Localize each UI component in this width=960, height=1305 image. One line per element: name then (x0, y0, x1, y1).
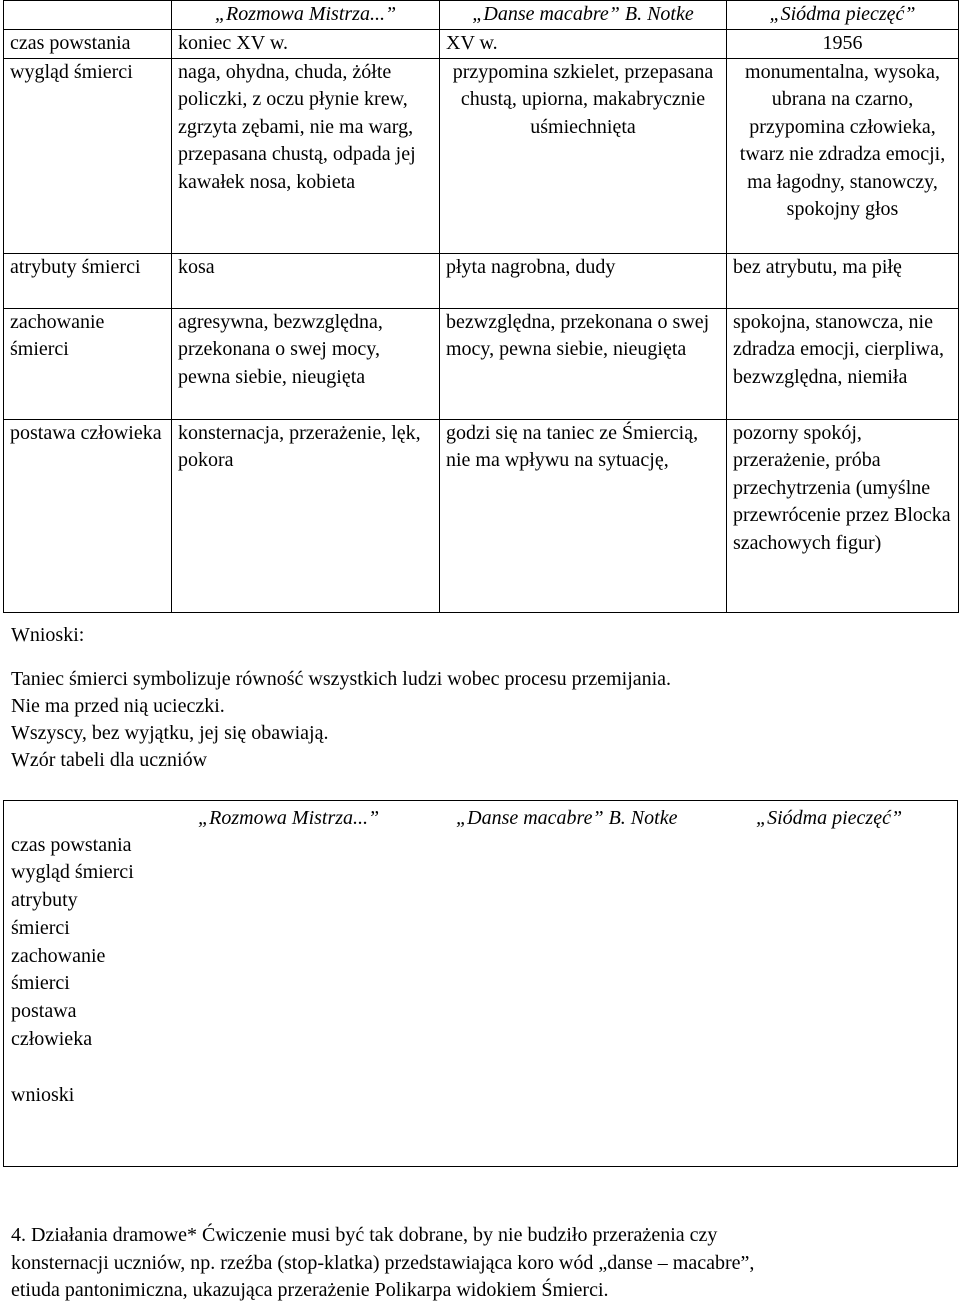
comparison-table (3, 0, 959, 613)
table-cell: płyta nagrobna, dudy (440, 253, 727, 308)
table-cell: naga, ohydna, chuda, żółte policzki, z oczu płynie krew, zgrzyta zębami, nie ma warg, przepasana chustą, odpada jej kawałek nosa, kobieta (172, 58, 440, 253)
header-danse-macabre: „Danse macabre” B. Notke (440, 1, 727, 30)
conclusions-title: Wnioski: (11, 624, 85, 646)
table-row (4, 30, 959, 59)
table-cell: godzi się na taniec ze Śmiercią, nie ma wpływu na sytuację, (440, 419, 727, 612)
table-row (4, 58, 959, 253)
header-siodma-pieczec: „Siódma pieczęć” (727, 1, 959, 30)
template-header-danse: „Danse macabre” B. Notke (456, 807, 678, 829)
row-label: wygląd śmierci (4, 58, 172, 253)
header-empty-cell (4, 1, 172, 30)
table-row (4, 419, 959, 612)
template-row-label: śmierci (11, 972, 70, 994)
student-template-table (3, 800, 958, 1167)
template-row-label: człowieka (11, 1028, 93, 1050)
conclusion-line: Wszyscy, bez wyjątku, jej się obawiają. (11, 722, 329, 744)
template-header-siodma: „Siódma pieczęć” (756, 807, 903, 829)
table-cell: monumentalna, wysoka, ubrana na czarno, przypomina człowieka, twarz nie zdradza emocji, ma łagodny, stanowczy, spokojny głos (727, 58, 959, 253)
table-row (4, 308, 959, 419)
table-cell: 1956 (727, 30, 959, 59)
conclusion-line: Nie ma przed nią ucieczki. (11, 695, 225, 717)
table-cell: XV w. (440, 30, 727, 59)
template-row-label: wnioski (11, 1084, 75, 1106)
table-header-row (4, 1, 959, 30)
template-row-label: czas powstania (11, 834, 132, 856)
conclusion-line: Taniec śmierci symbolizuje równość wszystkich ludzi wobec procesu przemijania. (11, 668, 672, 690)
row-label: postawa człowieka (4, 419, 172, 612)
table-cell: bez atrybutu, ma piłę (727, 253, 959, 308)
template-title: Wzór tabeli dla uczniów (11, 749, 208, 771)
template-row-label: śmierci (11, 917, 70, 939)
paragraph-line: 4. Działania dramowe* Ćwiczenie musi być tak dobrane, by nie budziło przerażenia czy (11, 1224, 718, 1246)
header-rozmowa-mistrza: „Rozmowa Mistrza...” (172, 1, 440, 30)
template-row-label: postawa (11, 1000, 77, 1022)
row-label: zachowanie śmierci (4, 308, 172, 419)
template-row-label: zachowanie (11, 945, 106, 967)
template-row-label: wygląd śmierci (11, 861, 134, 883)
paragraph-line: etiuda pantonimiczna, ukazująca przerażenie Polikarpa widokiem Śmierci. (11, 1279, 609, 1301)
template-header-rozmowa: „Rozmowa Mistrza...” (198, 807, 380, 829)
table-cell: koniec XV w. (172, 30, 440, 59)
table-cell: kosa (172, 253, 440, 308)
table-cell: spokojna, stanowcza, nie zdradza emocji, cierpliwa, bezwzględna, niemiła (727, 308, 959, 419)
row-label: atrybuty śmierci (4, 253, 172, 308)
drama-activities-paragraph (11, 1222, 941, 1305)
row-label: czas powstania (4, 30, 172, 59)
table-cell: konsternacja, przerażenie, lęk, pokora (172, 419, 440, 612)
table-cell: pozorny spokój, przerażenie, próba przechytrzenia (umyślne przewrócenie przez Blocka szachowych figur) (727, 419, 959, 612)
paragraph-line: konsternacji uczniów, np. rzeźba (stop-klatka) przedstawiająca koro wód „danse – macabre”, (11, 1251, 755, 1274)
table-row (4, 253, 959, 308)
template-row-label: atrybuty (11, 889, 78, 911)
table-cell: bezwzględna, przekonana o swej mocy, pewna siebie, nieugięta (440, 308, 727, 419)
table-cell: agresywna, bezwzględna, przekonana o swej mocy, pewna siebie, nieugięta (172, 308, 440, 419)
table-cell: przypomina szkielet, przepasana chustą, upiorna, makabrycznie uśmiechnięta (440, 58, 727, 253)
